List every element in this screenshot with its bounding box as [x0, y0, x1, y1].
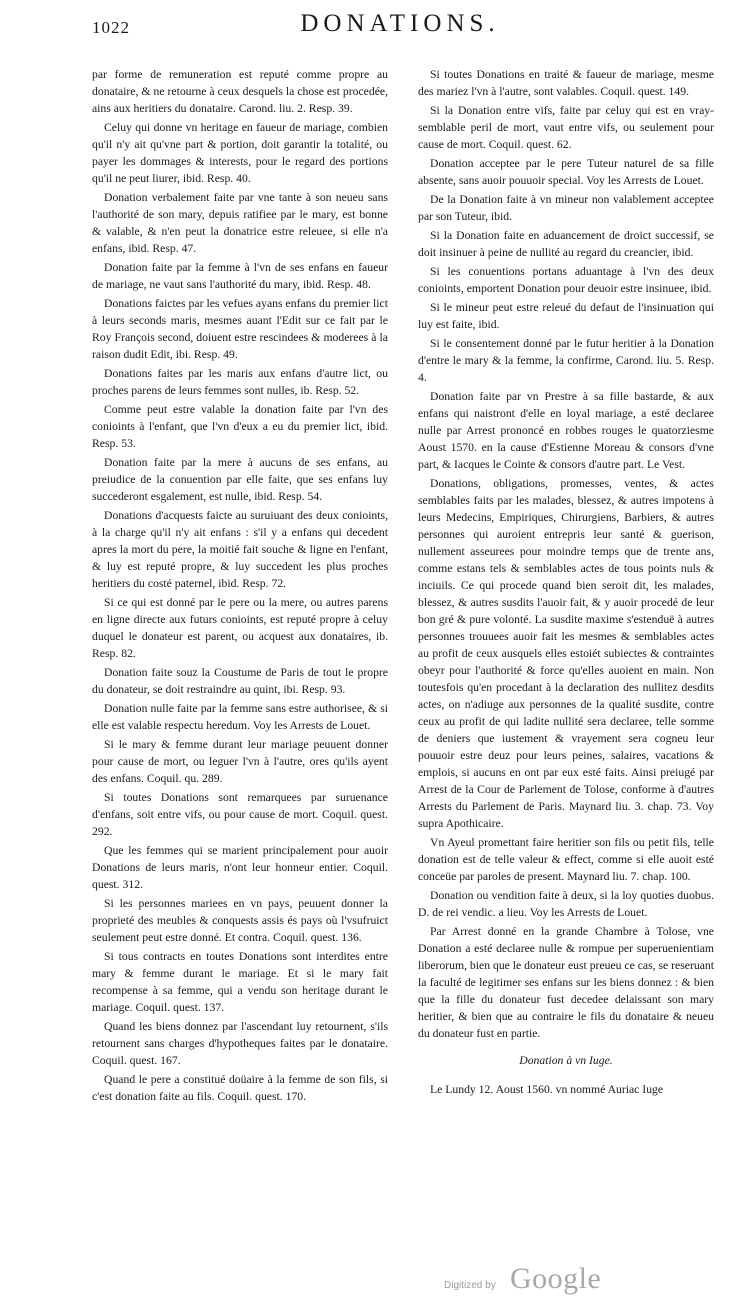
- entry-paragraph: Donation faite par vn Prestre à sa fille bastarde, & aux enfans qui naistront d'elle en loyal mariage, a esté declaree nulle par Arrest prononcé en robbes rouges le quatorziesme Aoust 1570. en la cause d'Estienne Moreau & consors d'vne part, & Iacques le Cointe & consors d'autre part. Le Vest.: [418, 390, 714, 471]
- entry-paragraph: Comme peut estre valable la donation faite par l'vn des conioints à l'enfant, que l'vn d'eux a eu du premier lict, ibid. Resp. 53.: [92, 403, 388, 450]
- entry-paragraph: Si le consentement donné par le futur heritier à la Donation d'entre le mary & la femme, la confirme, Carond. liu. 5. Resp. 4.: [418, 337, 714, 384]
- entry-paragraph: Donation ou vendition faite à deux, si la loy quoties duobus. D. de rei vendic. a lieu. Voy les Arrests de Louet.: [418, 889, 714, 919]
- right-column: [418, 66, 714, 1100]
- page-header: [92, 10, 708, 50]
- watermark-prefix: Digitized by: [444, 1280, 496, 1291]
- running-title: DONATIONS.: [300, 10, 500, 37]
- entry-paragraph: Celuy qui donne vn heritage en faueur de mariage, combien qu'il n'y ait qu'vne part & portion, doit garantir la totalité, ou payer les dommages & interests, pour le regard des portions qu'il ne peut liurer, ibid. Resp. 40.: [92, 121, 388, 185]
- entry-paragraph: Donations faictes par les vefues ayans enfans du premier lict à leurs seconds maris, mesmes auant l'Edit sur ce fait par le Roy François second, doiuent estre rescindees & moderees à la raison dudit Edit, ibi. Resp. 49.: [92, 297, 388, 361]
- page-number: 1022: [92, 18, 130, 37]
- entry-paragraph: Si les personnes mariees en vn pays, peuuent donner la proprieté des meubles & conquests assis és pays où l'vsufruict seulement peut estre donné. Et contra. Coquil. quest. 136.: [92, 897, 388, 944]
- section-heading: Donation à vn Iuge.: [519, 1054, 613, 1067]
- entry-paragraph: Donations faites par les maris aux enfans d'autre lict, ou proches parens de leurs femmes sont nulles, ib. Resp. 52.: [92, 367, 388, 397]
- entry-paragraph: Si la Donation entre vifs, faite par celuy qui est en vray-semblable peril de mort, vaut entre vifs, ou seulement pour cause de mort. Coquil. quest. 62.: [418, 104, 714, 151]
- entry-paragraph: Quand les biens donnez par l'ascendant luy retournent, s'ils retournent sans charges d'hypotheques faites par le donataire. Coquil. quest. 167.: [92, 1020, 388, 1067]
- entry-paragraph: Donation faite souz la Coustume de Paris de tout le propre du donateur, se doit restraindre au quint, ibi. Resp. 93.: [92, 666, 388, 696]
- entry-paragraph: Vn Ayeul promettant faire heritier son fils ou petit fils, telle donation est de telle valeur & effect, comme si elle auoit esté conceüe par paroles de present. Maynard liu. 7. chap. 100.: [418, 836, 714, 883]
- entry-paragraph: Donation acceptee par le pere Tuteur naturel de sa fille absente, sans auoir pouuoir special. Voy les Arrests de Louet.: [418, 157, 714, 187]
- entry-paragraph: Si toutes Donations sont remarquees par suruenance d'enfans, soit entre vifs, ou pour cause de mort. Coquil. quest. 292.: [92, 791, 388, 838]
- entry-paragraph: Si le mineur peut estre releué du defaut de l'insinuation qui luy est faite, ibid.: [418, 301, 714, 331]
- entry-paragraph: Donation verbalement faite par vne tante à son neueu sans l'authorité de son mary, depuis ratifiee par le mary, est bonne & valable, & n'en peut la donatrice estre releuee, si elle n'a enfans, ibid. Resp. 47.: [92, 191, 388, 255]
- entry-paragraph: Si le mary & femme durant leur mariage peuuent donner pour cause de mort, ou leguer l'vn à l'autre, ores qu'ils ayent des enfans. Coquil. qu. 289.: [92, 738, 388, 785]
- entry-paragraph: Par Arrest donné en la grande Chambre à Tolose, vne Donation a esté declaree nulle & rompue per superuenientiam liberorum, bien que le donateur eust preueu ce cas, se reseruant la faculté de legitimer ses enfans sur les biens donnez : & bien que la fille du donateur fust decedee delaissant son mary heritier, & bien que au contraire le fils du donataire & neueu du donateur fust en partie.: [418, 925, 714, 1040]
- left-column: [92, 66, 388, 1107]
- entry-paragraph: Donation faite par la mere à aucuns de ses enfans, au preiudice de la conuention par elle faite, que ses enfans luy succederont esgalement, est nulle, ibid. Resp. 54.: [92, 456, 388, 503]
- entry-paragraph: par forme de remuneration est reputé comme propre au donataire, & ne retourne à ceux desquels la chose est procedée, ains aux heritiers du donataire. Carond. liu. 2. Resp. 39.: [92, 68, 388, 115]
- entry-paragraph: Que les femmes qui se marient principalement pour auoir Donations de leurs maris, n'ont leur honneur entier. Coquil. quest. 312.: [92, 844, 388, 891]
- entry-paragraph: Donations d'acquests faicte au suruiuant des deux conioints, à la charge qu'il n'y ait enfans : s'il y a enfans qui decedent apres la mort du pere, la moitié fait souche & ligne en l'enfant, & luy est reputé propre, & luy succedent les plus proches heritiers du costé paternel, ibid. Resp. 72.: [92, 509, 388, 590]
- entry-paragraph: Le Lundy 12. Aoust 1560. vn nommé Auriac Iuge: [430, 1083, 664, 1096]
- entry-paragraph: Si tous contracts en toutes Donations sont interdites entre mary & femme durant le mariage. Et si le mary fait recompense à sa femme, qui a vendu son heritage durant le mariage. Coquil. quest. 137.: [92, 950, 388, 1014]
- entry-paragraph: Donation nulle faite par la femme sans estre authorisee, & si elle est valable respectu heredum. Voy les Arrests de Louet.: [92, 702, 388, 732]
- entry-paragraph: Si ce qui est donné par le pere ou la mere, ou autres parens en ligne directe aux futurs conioints, est reputé propre à celuy duquel le donateur est parent, ou acquest aux donataires, ib. Resp. 82.: [92, 596, 388, 660]
- entry-paragraph: Quand le pere a constitué doüaire à la femme de son fils, si c'est donation faite au fils. Coquil. quest. 170.: [92, 1073, 388, 1103]
- entry-paragraph: De la Donation faite à vn mineur non valablement acceptee par son Tuteur, ibid.: [418, 193, 714, 223]
- entry-paragraph: Donations, obligations, promesses, ventes, & actes semblables faits par les malades, blessez, & autres impotens à leurs Medecins, Empiriques, Chirurgiens, Barbiers, & autres personnes qui auroient entrepris leur santé & guerison, nullement asseurees pour moindre temps que de trente ans, comme estans tels & semblables actes de tous points nuls & inciuils. Ce qui procede quand bien seroit dit, les malades, blessez, & autres susdits l'auoir fait, & y auoir procedé de leur bon gré & pure volonté. La susdite maxime s'estenduë à autres personnes trouuees auoir fait les mesmes & semblables actes au profit de ceux ausquels elles estoiét subiectes & contraintes obeyr pour l'authorité & force qu'elles auoient en main. Non toutesfois qu'en procedant à la declaration des nullitez desdits actes, on n'adiuge aux personnes de la qualité susdite, contre ceux au profit de qui ladite nullité sera declaree, telle somme de deniers que iustement & vrayement sera cogneu leur pouuoir estre deuz pour leurs peines, salaires, vacations & emplois, si aucuns en ont par eux esté faits. Ainsi preiugé par Arrest de la Cour de Parlement de Tolose, conforme à d'autres Arrests du Parlement de Paris. Maynard liu. 3. chap. 73. Voy supra Apothicaire.: [418, 477, 714, 830]
- google-watermark: [440, 1262, 720, 1302]
- google-logo: Google: [510, 1262, 602, 1295]
- entry-paragraph: Si toutes Donations en traité & faueur de mariage, mesme des mariez l'vn à l'autre, sont valables. Coquil. quest. 149.: [418, 68, 714, 98]
- entry-paragraph: Si les conuentions portans aduantage à l'vn des deux conioints, emportent Donation pour deuoir estre insinuee, ibid.: [418, 265, 714, 295]
- entry-paragraph: Donation faite par la femme à l'vn de ses enfans en faueur de mariage, ne vaut sans l'authorité du mary, ibid. Resp. 48.: [92, 261, 388, 291]
- entry-paragraph: Si la Donation faite en aduancement de droict successif, se doit insinuer à peine de nullité au regard du creancier, ibid.: [418, 229, 714, 259]
